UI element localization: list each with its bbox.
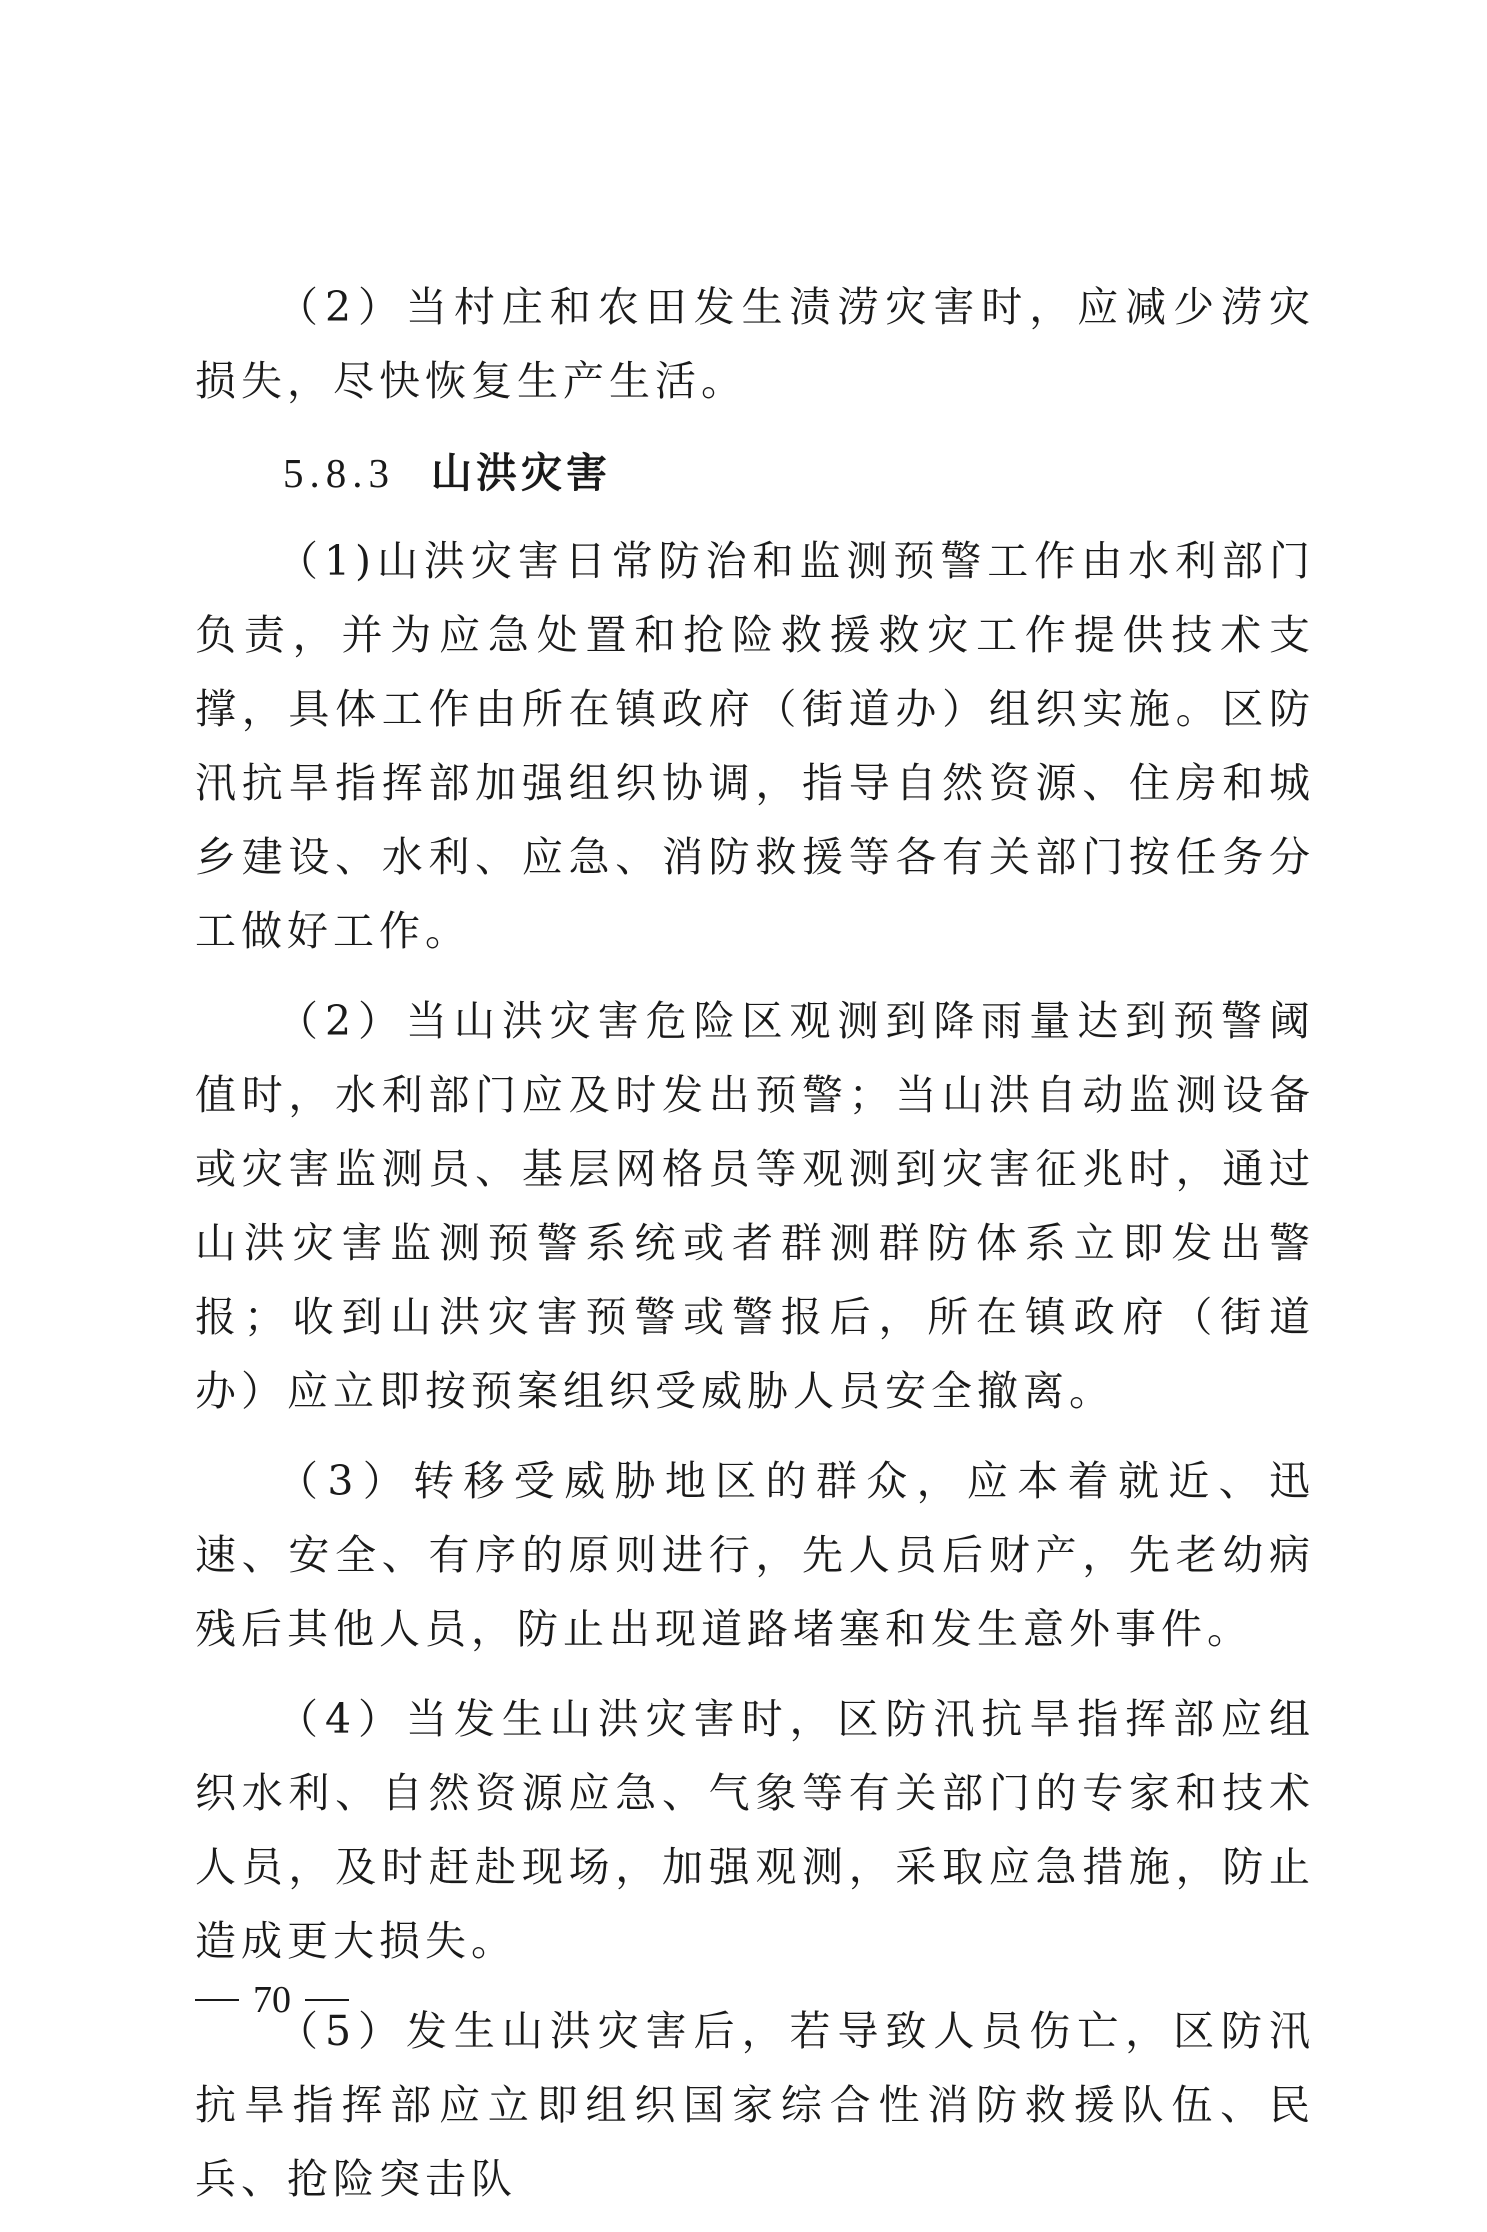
paragraph-flash-flood-2: （2）当山洪灾害危险区观测到降雨量达到预警阈值时，水利部门应及时发出预警；当山洪自动监测设备或灾害监测员、基层网格员等观测到灾害征兆时，通过山洪灾害监测预警系统或者群测群防体系立即发出警报；收到山洪灾害预警或警报后，所在镇政府（街道办）应立即按预案组织受威胁人员安全撤离。 <box>195 997 1315 1415</box>
paragraph-flash-flood-1: （1)山洪灾害日常防治和监测预警工作由水利部门负责，并为应急处置和抢险救援救灾工作提供技术支撑，具体工作由所在镇政府（街道办）组织实施。区防汛抗旱指挥部加强组织协调，指导自然资源、住房和城乡建设、水利、应急、消防救援等各有关部门按任务分工做好工作。 <box>195 537 1315 955</box>
paragraph-flash-flood-5: （5）发生山洪灾害后，若导致人员伤亡，区防汛抗旱指挥部应立即组织国家综合性消防救援队伍、民兵、抢险突击队 <box>195 2007 1315 2203</box>
section-number: 5.8.3 <box>283 450 395 496</box>
paragraph-flash-flood-4: （4）当发生山洪灾害时，区防汛抗旱指挥部应组织水利、自然资源应急、气象等有关部门的专家和技术人员，及时赶赴现场，加强观测，采取应急措施，防止造成更大损失。 <box>195 1695 1315 1965</box>
section-title: 山洪灾害 <box>431 449 611 497</box>
page-number: 70 <box>253 1979 291 2021</box>
section-heading <box>195 436 1315 510</box>
paragraph-waterlogging-2: （2）当村庄和农田发生渍涝灾害时，应减少涝灾损失，尽快恢复生产生活。 <box>195 283 1315 405</box>
page-footer <box>195 1975 349 2025</box>
document-page <box>195 270 1315 2232</box>
left-dash <box>195 1999 239 2001</box>
paragraph-flash-flood-3: （3）转移受威胁地区的群众，应本着就近、迅速、安全、有序的原则进行，先人员后财产，先老幼病残后其他人员，防止出现道路堵塞和发生意外事件。 <box>195 1457 1315 1653</box>
right-dash <box>305 1999 349 2001</box>
